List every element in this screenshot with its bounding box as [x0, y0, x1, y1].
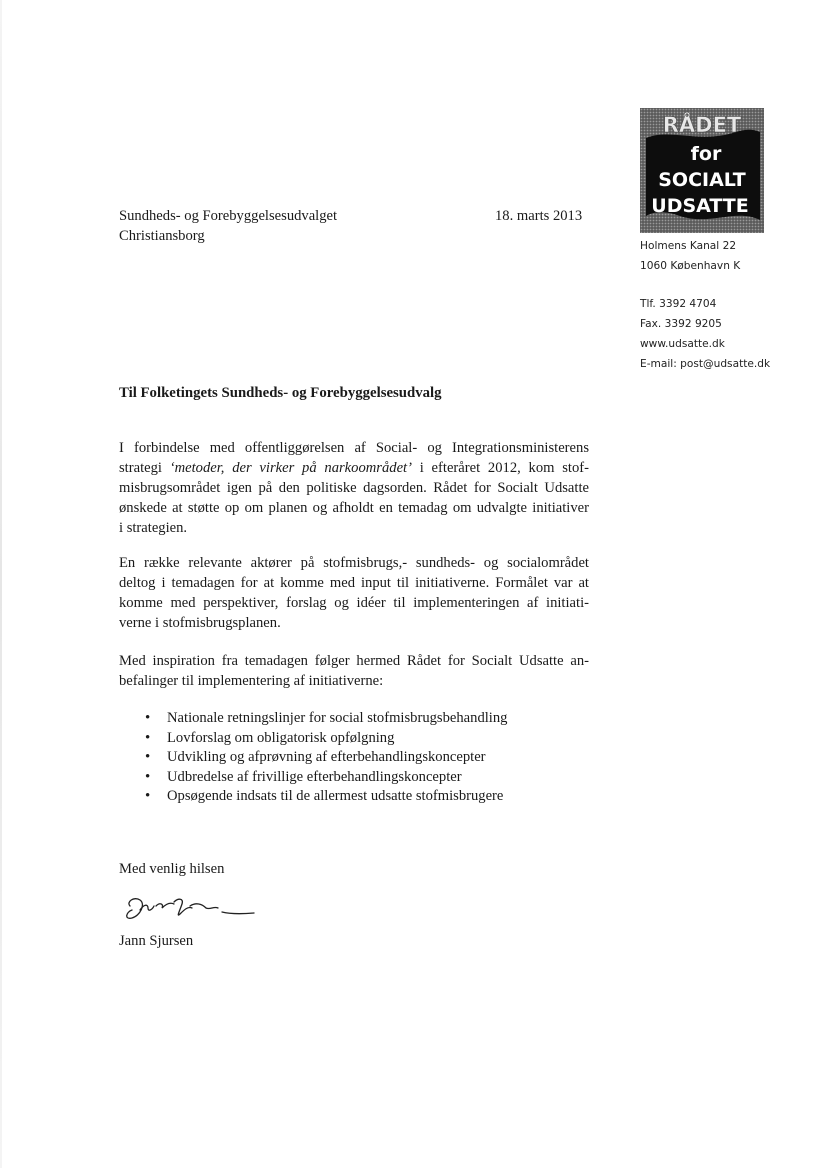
paragraph-line: misbrugsområdet igen på den politiske dagsorden. Rådet for Socialt Udsatte	[119, 480, 589, 496]
sender-street: Holmens Kanal 22	[640, 240, 737, 252]
logo-line-2: for	[690, 143, 722, 165]
paragraph-line: i strategien.	[119, 520, 188, 536]
paragraph-line: ønskede at støtte op om planen og afholdt en temadag om udvalgte initiativer	[119, 500, 589, 516]
paragraph-line: En række relevante aktører på stofmisbrugs,- sundheds- og socialområdet	[119, 555, 589, 571]
list-item: • Opsøgende indsats til de allermest udsatte stofmisbrugere	[145, 786, 507, 806]
logo-line-1: RÅDET	[662, 113, 742, 137]
paragraph-line: komme med perspektiver, forslag og idéer til implementeringen af initiati-	[119, 595, 589, 611]
list-item: • Udbredelse af frivillige efterbehandlingskoncepter	[145, 767, 507, 787]
recipient-name: Sundheds- og Forebyggelsesudvalget	[119, 208, 338, 224]
paragraph-participants	[119, 553, 589, 633]
letter-subject: Til Folketingets Sundheds- og Forebyggelsesudvalg	[119, 385, 442, 401]
recipient-block	[119, 206, 439, 246]
sender-city: 1060 København K	[640, 260, 741, 272]
organization-logo	[640, 108, 764, 233]
sender-address	[640, 236, 740, 276]
sender-email: E-mail: post@udsatte.dk	[640, 358, 771, 370]
letter-date: 18. marts 2013	[495, 208, 583, 224]
list-item: • Nationale retningslinjer for social stofmisbrugsbehandling	[145, 708, 507, 728]
recipient-location: Christiansborg	[119, 228, 205, 244]
recommendations-list	[145, 708, 507, 806]
logo-line-4: UDSATTE	[651, 195, 749, 217]
sender-fax: Fax. 3392 9205	[640, 318, 722, 330]
paragraph-line: strategi ‘metoder, der virker på narkoområdet’ i efteråret 2012, kom stof-	[119, 460, 589, 476]
paragraph-line: I forbindelse med offentliggørelsen af Social- og Integrationsministerens	[119, 440, 589, 456]
sender-contact	[640, 294, 770, 374]
paragraph-line: deltog i temadagen for at komme med input til initiativerne. Formålet var at	[119, 575, 589, 591]
paragraph-line: verne i stofmisbrugsplanen.	[119, 615, 281, 631]
paragraph-line: Med inspiration fra temadagen følger hermed Rådet for Socialt Udsatte an-	[119, 653, 589, 669]
list-item: • Lovforslag om obligatorisk opfølgning	[145, 728, 507, 748]
logo-line-3: SOCIALT	[658, 169, 746, 191]
strategy-title: ‘metoder, der virker på narkoområdet’	[169, 460, 412, 476]
paragraph-recommendations-intro	[119, 651, 589, 691]
sender-phone: Tlf. 3392 4704	[640, 298, 717, 310]
list-item: • Udvikling og afprøvning af efterbehandlingskoncepter	[145, 747, 507, 767]
handwritten-signature	[118, 888, 258, 928]
sender-website: www.udsatte.dk	[640, 338, 725, 350]
paragraph-intro	[119, 438, 589, 538]
closing-salutation: Med venlig hilsen	[119, 861, 225, 877]
scan-edge	[0, 0, 2, 1168]
paragraph-line: befalinger til implementering af initiativerne:	[119, 673, 384, 689]
signer-name: Jann Sjursen	[119, 933, 194, 949]
